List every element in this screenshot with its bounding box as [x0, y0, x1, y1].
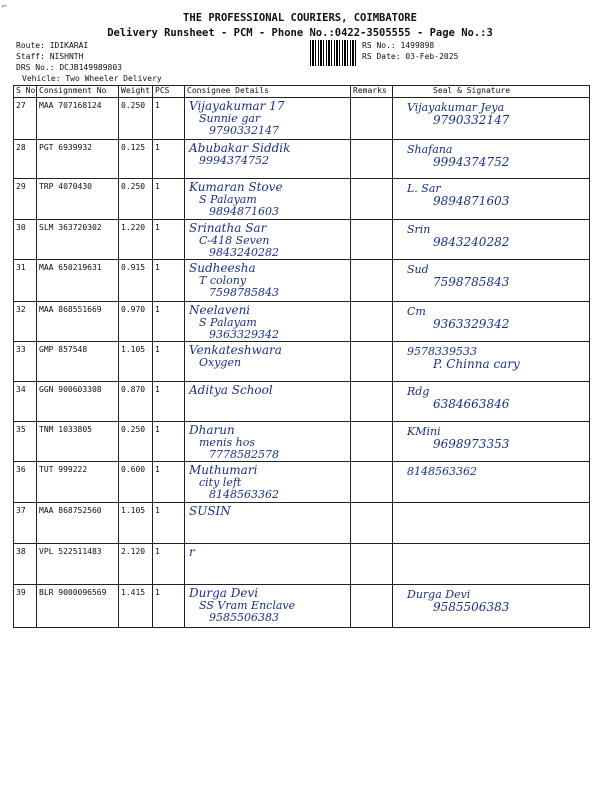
remarks-cell [351, 140, 393, 179]
handwritten-signature-line: 9894871603 [433, 194, 510, 208]
handwritten-signature-line: 7598785843 [433, 275, 510, 289]
handwritten-consignee-line: 9363329342 [209, 328, 279, 341]
serial-number-cell: 39 [14, 585, 37, 628]
handwritten-signature-line: 9578339533 [407, 345, 477, 358]
consignee-details-cell [185, 462, 351, 503]
serial-number-cell: 36 [14, 462, 37, 503]
consignee-details-cell [185, 260, 351, 302]
remarks-cell [351, 382, 393, 422]
rs-number: RS No.: 1499898 [362, 41, 435, 50]
serial-number-cell: 28 [14, 140, 37, 179]
consignee-details-cell [185, 422, 351, 462]
handwritten-consignee-line: C-418 Seven [199, 234, 270, 247]
handwritten-consignee-line: SUSIN [189, 504, 231, 518]
consignee-details-cell [185, 302, 351, 342]
handwritten-signature-line: Shafana [407, 143, 453, 156]
handwritten-signature-line: KMini [407, 425, 441, 438]
handwritten-signature-line: 9585506383 [433, 600, 510, 614]
handwritten-signature-line: Vijayakumar Jeya [407, 101, 505, 114]
pieces-cell: 1 [153, 585, 185, 628]
weight-cell: 0.870 [119, 382, 153, 422]
pieces-cell: 1 [153, 302, 185, 342]
handwritten-signature-line: Cm [407, 305, 426, 318]
handwritten-consignee-line: 9843240282 [209, 246, 279, 259]
consignee-details-cell [185, 503, 351, 544]
handwritten-consignee-line: Vijayakumar 17 [189, 99, 285, 113]
consignment-number-cell: BLR 9000096569 [37, 585, 119, 628]
handwritten-consignee-line: SS Vram Enclave [199, 599, 296, 612]
handwritten-signature-line: Srin [407, 223, 431, 236]
serial-number-cell: 29 [14, 179, 37, 220]
handwritten-consignee-line: Durga Devi [189, 586, 259, 600]
consignee-details-cell [185, 220, 351, 260]
handwritten-signature-line: Rdg [407, 385, 430, 398]
consignment-number-cell: TNM 1033805 [37, 422, 119, 462]
table-row [14, 462, 590, 503]
handwritten-signature-line: Durga Devi [407, 588, 471, 601]
pieces-cell: 1 [153, 98, 185, 140]
vehicle-label: Vehicle: Two Wheeler Delivery [22, 74, 162, 83]
table-row [14, 179, 590, 220]
handwritten-signature-line: 9994374752 [433, 155, 510, 169]
consignment-number-cell: TRP 4070430 [37, 179, 119, 220]
handwritten-signature-line: 8148563362 [407, 465, 477, 478]
consignee-details-cell [185, 585, 351, 628]
pieces-cell: 1 [153, 462, 185, 503]
corner-mark: ⌐ [2, 2, 7, 11]
weight-cell: 0.250 [119, 422, 153, 462]
consignee-details-cell [185, 544, 351, 585]
runsheet-table [13, 85, 590, 628]
remarks-cell [351, 462, 393, 503]
handwritten-consignee-line: Aditya School [189, 383, 273, 397]
serial-number-cell: 34 [14, 382, 37, 422]
signature-cell [393, 544, 590, 585]
col-header: S No [14, 86, 37, 98]
handwritten-signature-line: P. Chinna cary [433, 357, 520, 371]
serial-number-cell: 33 [14, 342, 37, 382]
serial-number-cell: 38 [14, 544, 37, 585]
remarks-cell [351, 585, 393, 628]
consignment-number-cell: TUT 999222 [37, 462, 119, 503]
pieces-cell: 1 [153, 220, 185, 260]
remarks-cell [351, 544, 393, 585]
page-subtitle: Delivery Runsheet - PCM - Phone No.:0422-3505555 - Page No.:3 [107, 27, 493, 39]
table-row [14, 382, 590, 422]
signature-cell [393, 422, 590, 462]
signature-cell [393, 98, 590, 140]
signature-cell [393, 585, 590, 628]
remarks-cell [351, 422, 393, 462]
consignee-details-cell [185, 98, 351, 140]
pieces-cell: 1 [153, 179, 185, 220]
table-row [14, 422, 590, 462]
pieces-cell: 1 [153, 544, 185, 585]
table-row [14, 585, 590, 628]
handwritten-consignee-line: 7778582578 [209, 448, 279, 461]
weight-cell: 0.915 [119, 260, 153, 302]
col-header: Consignee Details [185, 86, 351, 98]
handwritten-consignee-line: Kumaran Stove [189, 180, 283, 194]
signature-cell [393, 260, 590, 302]
pieces-cell: 1 [153, 140, 185, 179]
table-row [14, 140, 590, 179]
table-row [14, 302, 590, 342]
consignment-number-cell: PGT 6939932 [37, 140, 119, 179]
barcode-image [310, 40, 356, 66]
table-row [14, 342, 590, 382]
remarks-cell [351, 302, 393, 342]
handwritten-signature-line: 6384663846 [433, 397, 510, 411]
weight-cell: 1.105 [119, 342, 153, 382]
table-row [14, 503, 590, 544]
consignee-details-cell [185, 342, 351, 382]
handwritten-consignee-line: Muthumari [189, 463, 258, 477]
consignment-number-cell: GGN 900603308 [37, 382, 119, 422]
handwritten-signature-line: 9790332147 [433, 113, 510, 127]
serial-number-cell: 32 [14, 302, 37, 342]
handwritten-consignee-line: S Palayam [199, 316, 257, 329]
handwritten-signature-line: 9363329342 [433, 317, 510, 331]
remarks-cell [351, 342, 393, 382]
consignment-number-cell: MAA 707168124 [37, 98, 119, 140]
consignee-details-cell [185, 140, 351, 179]
signature-cell [393, 179, 590, 220]
table-header-row [14, 86, 590, 98]
remarks-cell [351, 503, 393, 544]
weight-cell: 0.250 [119, 98, 153, 140]
signature-cell [393, 302, 590, 342]
weight-cell: 1.415 [119, 585, 153, 628]
handwritten-consignee-line: 9994374752 [199, 154, 269, 167]
col-header: PCS [153, 86, 185, 98]
col-header: Consignment No [37, 86, 119, 98]
weight-cell: 0.125 [119, 140, 153, 179]
consignment-number-cell: GMP 857548 [37, 342, 119, 382]
staff-label: Staff: NISHNTH [16, 52, 84, 61]
weight-cell: 1.105 [119, 503, 153, 544]
remarks-cell [351, 260, 393, 302]
drs-number: DRS No.: DCJB149989803 [16, 63, 122, 72]
page-title: THE PROFESSIONAL COURIERS, COIMBATORE [183, 12, 417, 24]
handwritten-signature-line: Sud [407, 263, 429, 276]
col-header: Seal & Signature [393, 86, 590, 98]
handwritten-consignee-line: Oxygen [199, 356, 242, 369]
consignment-number-cell: MAA 650219631 [37, 260, 119, 302]
weight-cell: 2.120 [119, 544, 153, 585]
signature-cell [393, 503, 590, 544]
consignment-number-cell: MAA 868551669 [37, 302, 119, 342]
remarks-cell [351, 179, 393, 220]
handwritten-consignee-line: Dharun [189, 423, 235, 437]
table-row [14, 260, 590, 302]
handwritten-consignee-line: Srinatha Sar [189, 221, 267, 235]
weight-cell: 0.600 [119, 462, 153, 503]
handwritten-signature-line: 9843240282 [433, 235, 510, 249]
consignee-details-cell [185, 382, 351, 422]
route-label: Route: IDIKARAI [16, 41, 89, 50]
handwritten-consignee-line: Abubakar Siddik [189, 141, 291, 155]
signature-cell [393, 342, 590, 382]
consignment-number-cell: SLM 363720302 [37, 220, 119, 260]
signature-cell [393, 462, 590, 503]
pieces-cell: 1 [153, 260, 185, 302]
col-header: Remarks [351, 86, 393, 98]
table-row [14, 544, 590, 585]
pieces-cell: 1 [153, 342, 185, 382]
pieces-cell: 1 [153, 382, 185, 422]
serial-number-cell: 35 [14, 422, 37, 462]
signature-cell [393, 140, 590, 179]
handwritten-consignee-line: Venkateshwara [189, 343, 282, 357]
weight-cell: 0.970 [119, 302, 153, 342]
table-row [14, 220, 590, 260]
signature-cell [393, 382, 590, 422]
serial-number-cell: 27 [14, 98, 37, 140]
serial-number-cell: 30 [14, 220, 37, 260]
handwritten-consignee-line: r [189, 545, 195, 559]
table-row [14, 98, 590, 140]
serial-number-cell: 31 [14, 260, 37, 302]
handwritten-consignee-line: 7598785843 [209, 286, 279, 299]
consignment-number-cell: VPL 522511483 [37, 544, 119, 585]
serial-number-cell: 37 [14, 503, 37, 544]
handwritten-consignee-line: 9585506383 [209, 611, 279, 624]
handwritten-consignee-line: menis hos [199, 436, 256, 449]
remarks-cell [351, 98, 393, 140]
handwritten-consignee-line: Neelaveni [189, 303, 251, 317]
consignee-details-cell [185, 179, 351, 220]
handwritten-consignee-line: 9790332147 [209, 124, 279, 137]
handwritten-consignee-line: Sudheesha [189, 261, 256, 275]
handwritten-consignee-line: city left [199, 476, 242, 489]
consignment-number-cell: MAA 868752560 [37, 503, 119, 544]
handwritten-consignee-line: 9894871603 [209, 205, 279, 218]
remarks-cell [351, 220, 393, 260]
handwritten-consignee-line: S Palayam [199, 193, 257, 206]
pieces-cell: 1 [153, 503, 185, 544]
handwritten-signature-line: 9698973353 [433, 437, 510, 451]
handwritten-consignee-line: T colony [199, 274, 247, 287]
weight-cell: 1.220 [119, 220, 153, 260]
handwritten-consignee-line: 8148563362 [209, 488, 279, 501]
weight-cell: 0.250 [119, 179, 153, 220]
signature-cell [393, 220, 590, 260]
pieces-cell: 1 [153, 422, 185, 462]
handwritten-consignee-line: Sunnie gar [199, 112, 261, 125]
handwritten-signature-line: L. Sar [407, 182, 441, 195]
rs-date: RS Date: 03-Feb-2025 [362, 52, 459, 61]
col-header: Weight [119, 86, 153, 98]
